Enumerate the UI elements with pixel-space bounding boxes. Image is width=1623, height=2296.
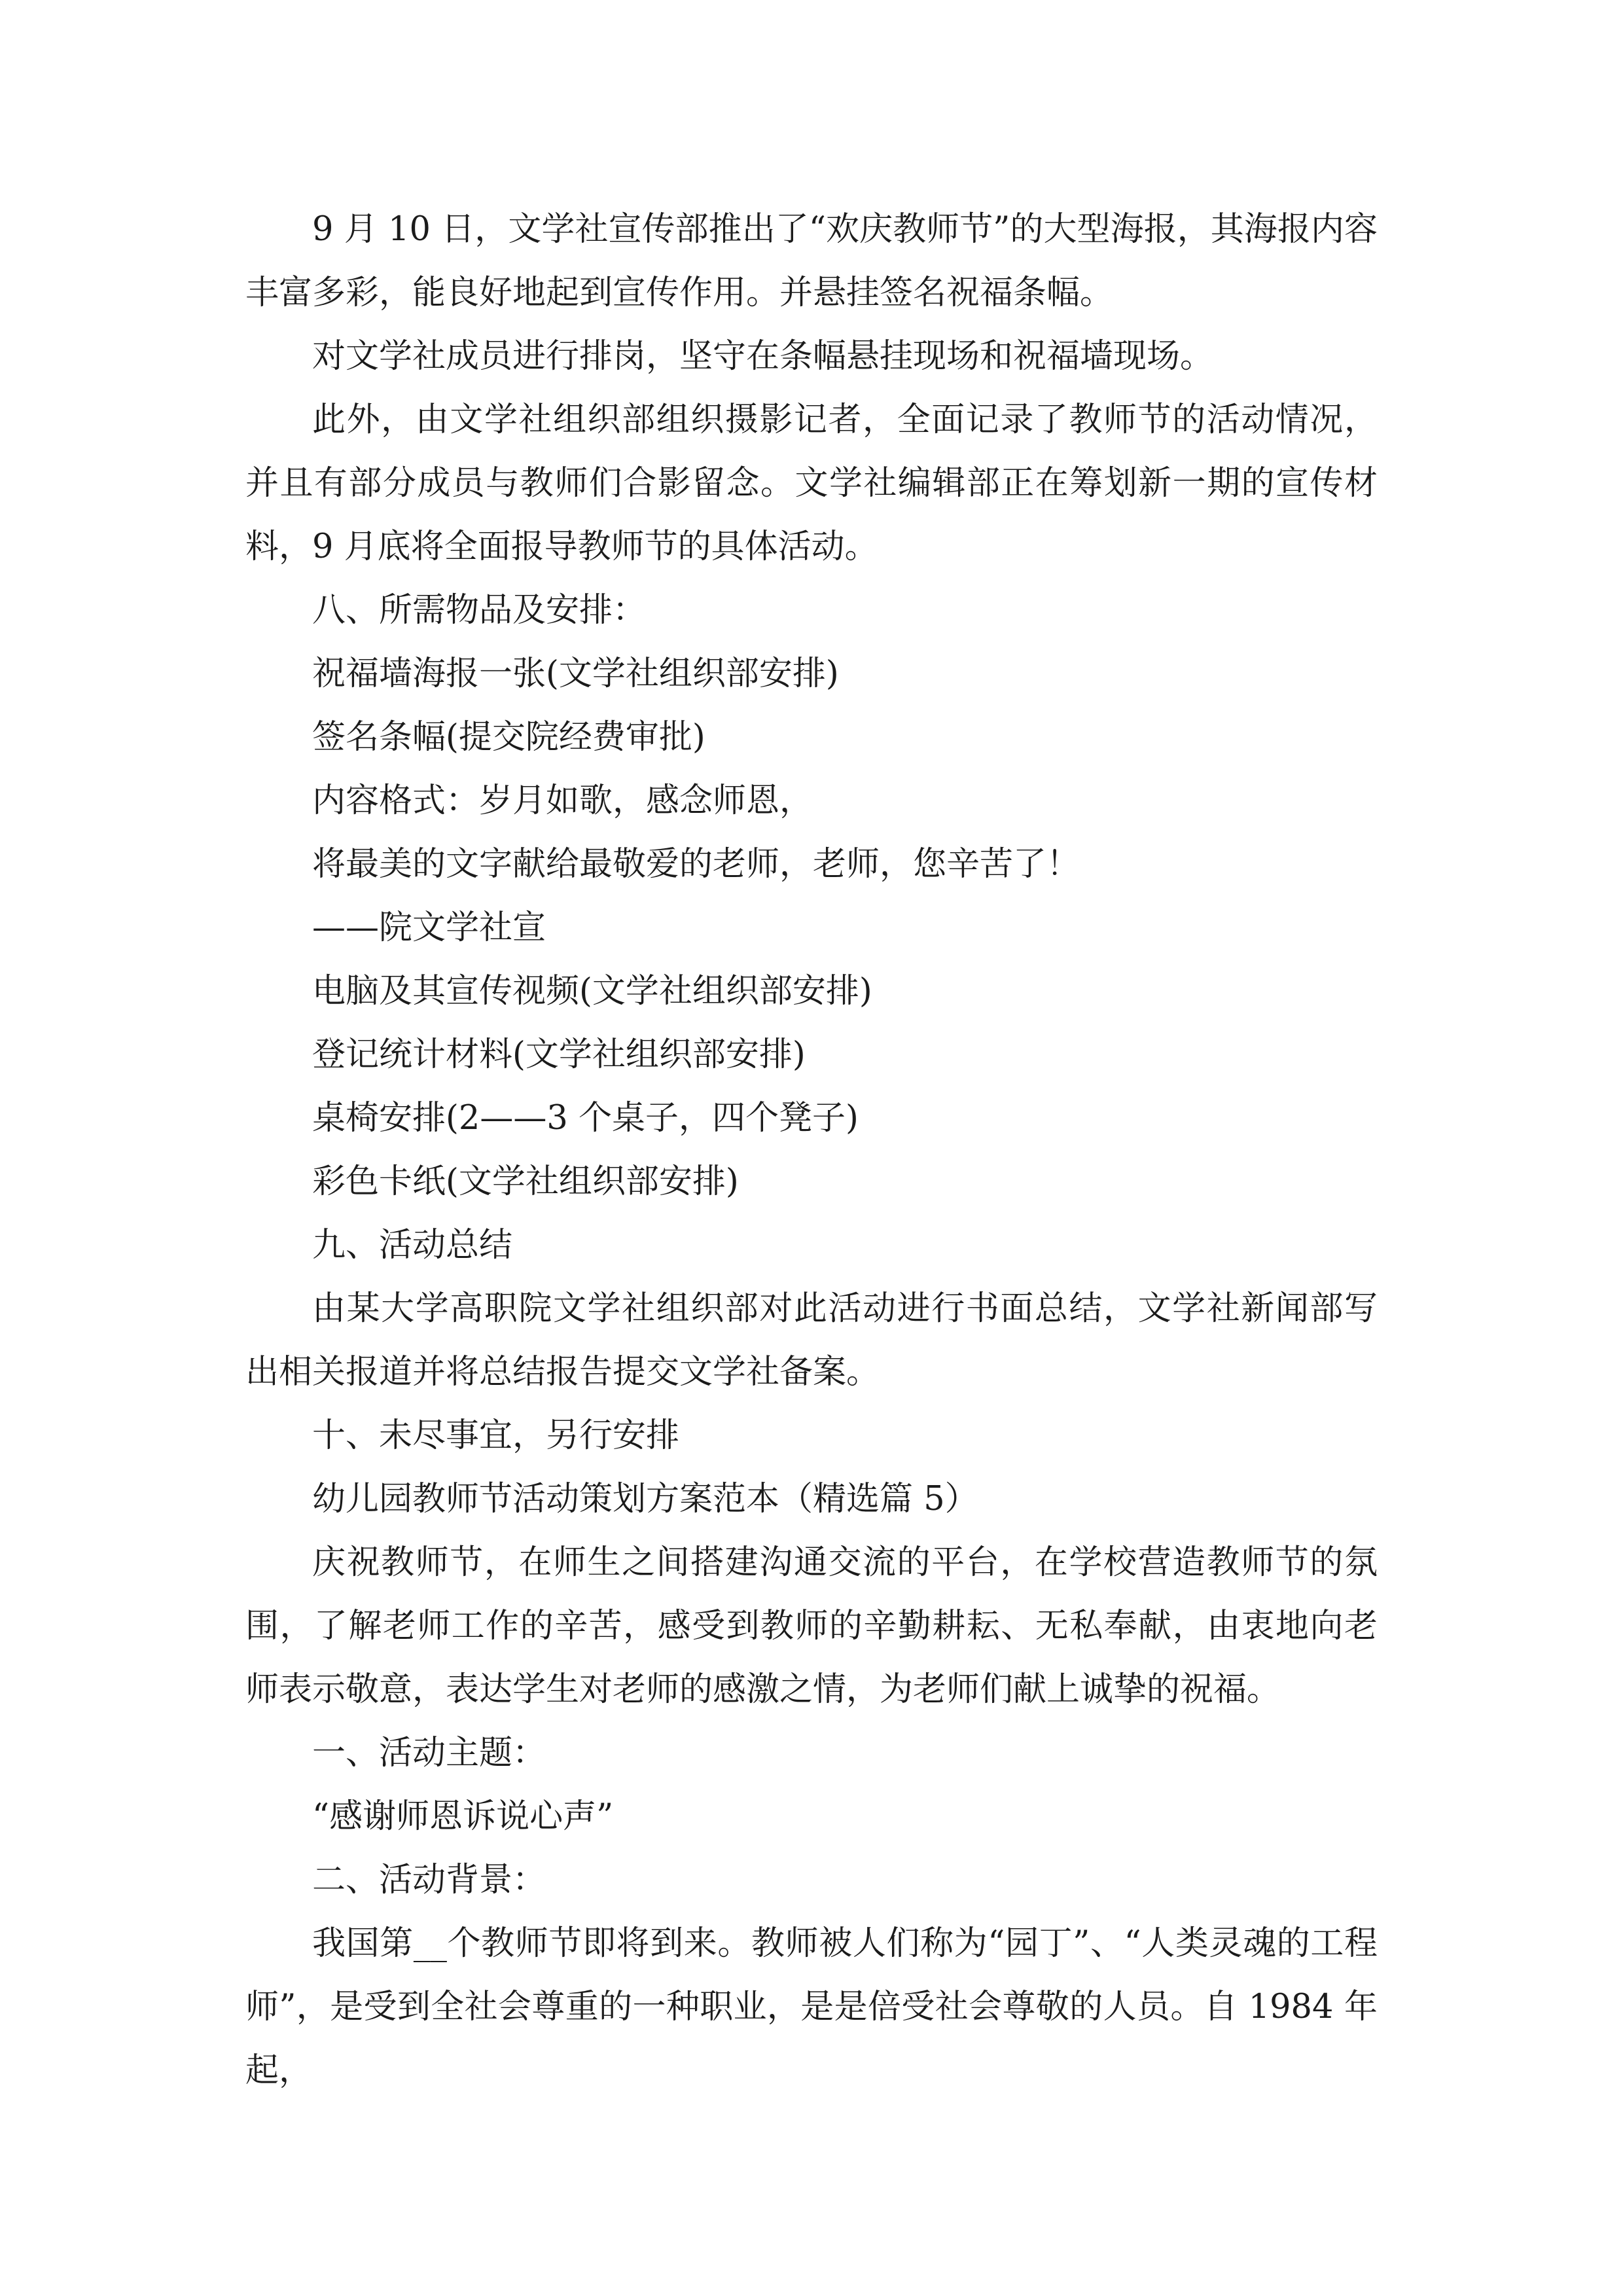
signature-line: ——院文学社宣 [312, 908, 546, 947]
section-heading: 二、活动背景： [312, 1861, 546, 1899]
list-item: 电脑及其宣传视频(文学社组织部安排) [312, 972, 872, 1011]
paragraph: 由某大学高职院文学社组织部对此活动进行书面总结，文学社新闻部写出相关报道并将总结报告提交文学社备案。 [245, 1289, 1378, 1391]
list-item: 彩色卡纸(文学社组织部安排) [312, 1162, 739, 1201]
paragraph: 我国第__个教师节即将到来。教师被人们称为“园丁”、“人类灵魂的工程师”，是受到全社会尊重的一种职业，是是倍受社会尊敬的人员。自 1984 年起， [245, 1924, 1378, 2090]
list-item: 祝福墙海报一张(文学社组织部安排) [312, 655, 839, 693]
paragraph: 将最美的文字献给最敬爱的老师，老师，您辛苦了！ [312, 845, 1080, 884]
document-body [245, 198, 1378, 2102]
section-heading: 八、所需物品及安排： [312, 591, 647, 630]
list-item: 签名条幅(提交院经费审批) [312, 718, 705, 757]
article-title: 幼儿园教师节活动策划方案范本（精选篇 5） [312, 1480, 978, 1518]
list-item: 桌椅安排(2——3 个桌子，四个凳子) [312, 1099, 859, 1138]
paragraph: 此外，由文学社组织部组织摄影记者，全面记录了教师节的活动情况，并且有部分成员与教师们合影留念。文学社编辑部正在筹划新一期的宣传材料，9 月底将全面报导教师节的具体活动。 [245, 401, 1378, 566]
section-heading: 一、活动主题： [312, 1734, 546, 1772]
paragraph: “感谢师恩诉说心声” [312, 1797, 614, 1836]
paragraph: 9 月 10 日，文学社宣传部推出了“欢庆教师节”的大型海报，其海报内容丰富多彩，能良好地起到宣传作用。并悬挂签名祝福条幅。 [245, 210, 1378, 312]
section-heading: 九、活动总结 [312, 1226, 513, 1265]
list-item: 登记统计材料(文学社组织部安排) [312, 1035, 806, 1074]
paragraph: 内容格式：岁月如歌，感念师恩， [312, 781, 813, 820]
section-heading: 十、未尽事宜，另行安排 [312, 1416, 680, 1455]
paragraph: 庆祝教师节，在师生之间搭建沟通交流的平台，在学校营造教师节的氛围，了解老师工作的辛苦，感受到教师的辛勤耕耘、无私奉献，由衷地向老师表示敬意，表达学生对老师的感激之情，为老师们献上诚挚的祝福。 [245, 1543, 1378, 1709]
paragraph: 对文学社成员进行排岗，坚守在条幅悬挂现场和祝福墙现场。 [312, 337, 1214, 376]
